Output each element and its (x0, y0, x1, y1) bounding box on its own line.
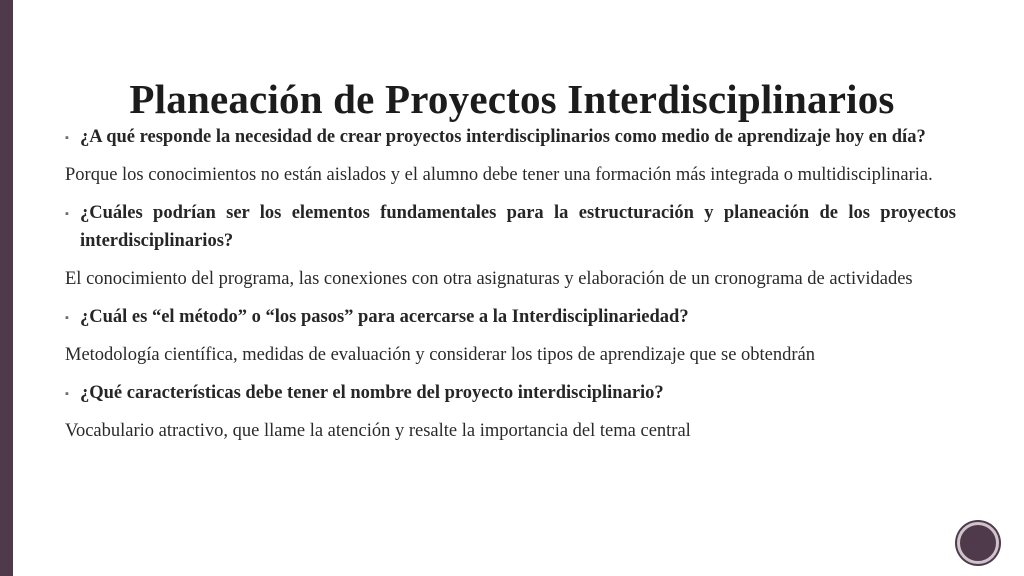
question-4 (65, 379, 956, 407)
qa-item-4 (65, 379, 956, 445)
qa-item-2 (65, 199, 956, 293)
question-text: ¿A qué responde la necesidad de crear proyectos interdisciplinarios como medio de aprendizaje hoy en día? (80, 127, 926, 147)
question-1 (65, 123, 956, 151)
question-text: ¿Qué características debe tener el nombre del proyecto interdisciplinario? (80, 383, 664, 403)
bullet-icon: ▪ (65, 388, 69, 400)
question-text: ¿Cuáles podrían ser los elementos fundamentales para la estructuración y planeación de los proyectos interdisciplinarios? (80, 203, 956, 251)
answer-3: Metodología científica, medidas de evaluación y considerar los tipos de aprendizaje que se obtendrán (65, 345, 816, 365)
slide-number-badge (957, 522, 999, 564)
bullet-icon: ▪ (65, 132, 69, 144)
bullet-icon: ▪ (65, 312, 69, 324)
bullet-icon: ▪ (65, 208, 69, 220)
answer-1: Porque los conocimientos no están aislados y el alumno debe tener una formación más integrada o multidisciplinaria. (65, 165, 933, 185)
answer-4: Vocabulario atractivo, que llame la atención y resalte la importancia del tema central (65, 421, 691, 441)
qa-item-1 (65, 123, 956, 189)
slide-content (65, 123, 956, 455)
answer-2: El conocimiento del programa, las conexiones con otra asignaturas y elaboración de un cronograma de actividades (65, 269, 913, 289)
qa-item-3 (65, 303, 956, 369)
question-2 (65, 199, 956, 255)
question-text: ¿Cuál es “el método” o “los pasos” para acercarse a la Interdisciplinariedad? (80, 307, 689, 327)
question-3 (65, 303, 956, 331)
slide-title: Planeación de Proyectos Interdisciplinarios (129, 76, 895, 123)
